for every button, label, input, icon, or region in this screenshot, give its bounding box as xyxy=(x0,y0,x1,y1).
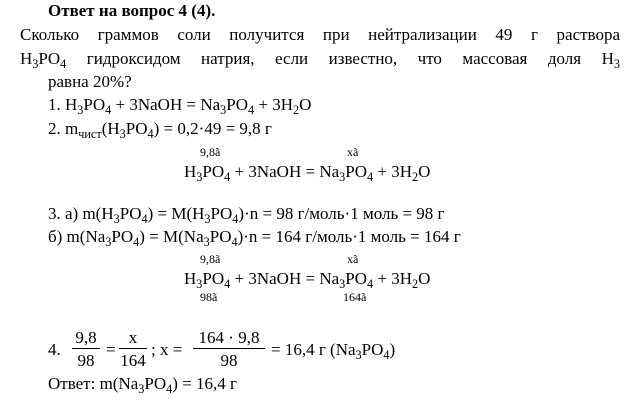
x-equals: ; x = xyxy=(151,340,183,359)
final-answer: Ответ: $m(Na_3PO_4) = 16,4$ г xyxy=(48,374,238,396)
eq1-unknown-above-na3po4: xã xyxy=(347,145,359,159)
answer-title: Ответ на вопрос 4 (4). xyxy=(48,1,216,20)
step-4-result: = 16,4 г $(Na_3PO_4)$ xyxy=(271,340,396,362)
step-4-number: 4. xyxy=(48,340,61,359)
step-1: 1. $H_3PO_4$ + 3NaOH = $Na_3PO_4 + 3H_2O$ xyxy=(48,95,312,117)
eq2-unknown-above-na3po4: xã xyxy=(347,252,359,266)
equals-sign: = xyxy=(106,340,116,359)
fraction-x-over-molar: $\frac{x}{164}$ xyxy=(120,328,146,370)
step-2: 2. $m_{чист}(H_3PO_4) = 0,2\cdot 49 = 9,8$ г xyxy=(48,119,272,141)
question-line-2: $H_3PO_4$ гидроксидом натрия, если известно, что массовая доля $H_3$ xyxy=(20,49,620,71)
eq1-reaction: $H_3PO_4$ + 3NaOH = $Na_3PO_4 + 3H_2O$ xyxy=(184,162,431,184)
question-line-3: равна 20%? xyxy=(48,72,132,91)
fraction-mass-over-molar: $\frac{9,8}{98}$ xyxy=(72,329,100,369)
question-line-1: Сколько граммов соли получится при нейтрализации 49 г раствора xyxy=(20,25,620,44)
eq1-mass-above-h3po4: 9,8ã xyxy=(200,145,221,159)
step-3b: б) $m(Na_3PO_4) = M(Na_3PO_4)\cdot n = 164$ г/моль·1 моль = 164 г xyxy=(48,227,461,249)
eq2-molar-mass-below-h3po4: 98ã xyxy=(200,290,218,304)
eq2-reaction: $H_3PO_4$ + 3NaOH = $Na_3PO_4 + 3H_2O$ xyxy=(184,269,431,291)
step-3a: 3. а) $m(H_3PO_4) = M(H_3PO_4)\cdot n = 98$ г/моль·1 моль = 98 г xyxy=(48,204,445,226)
eq2-mass-above-h3po4: 9,8ã xyxy=(200,252,221,266)
eq2-molar-mass-below-na3po4: 164ã xyxy=(343,290,367,304)
fraction-result: $\frac{164 \cdot 9,8}{98}$ xyxy=(193,329,265,369)
